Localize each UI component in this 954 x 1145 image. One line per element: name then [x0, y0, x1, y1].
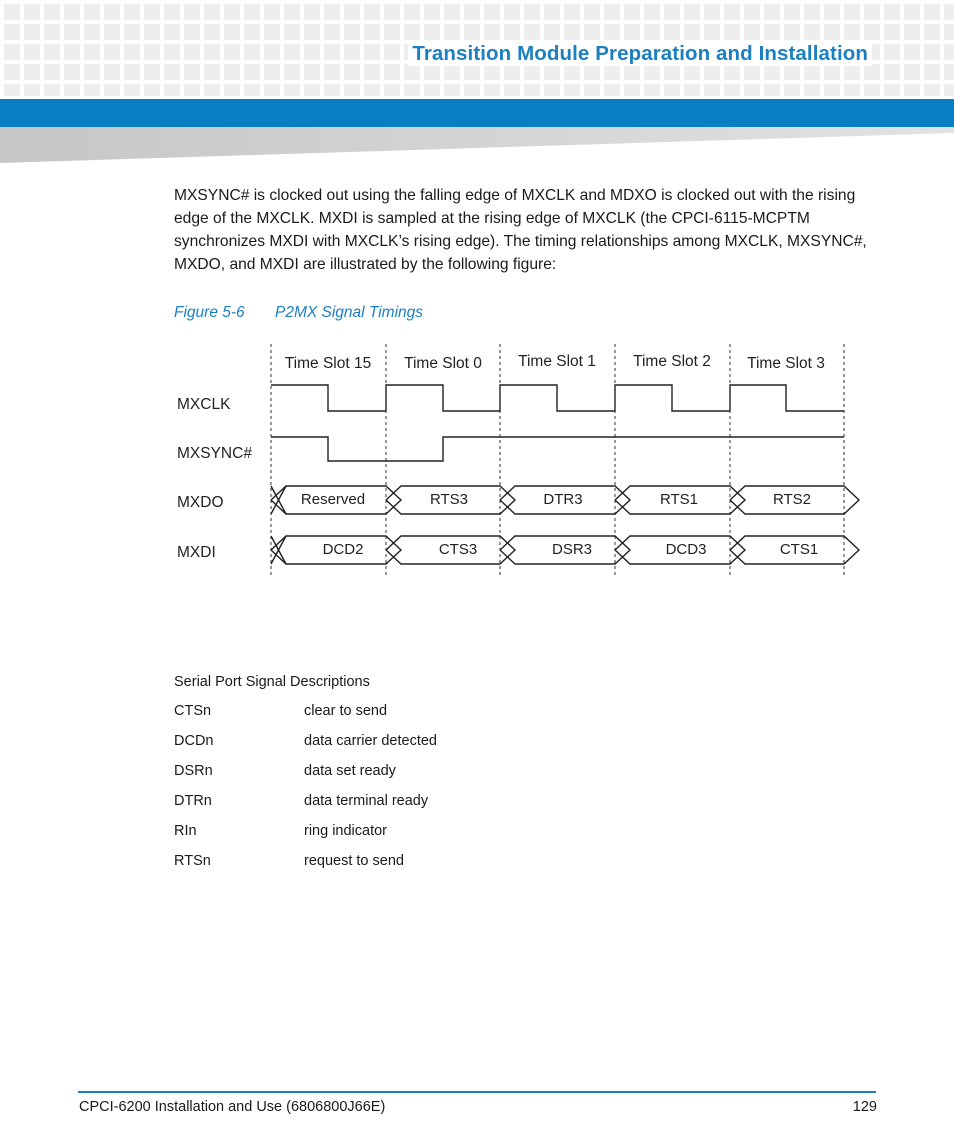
signal-label-mxdi: MXDI	[177, 544, 216, 561]
signal-abbr: RIn	[174, 823, 197, 839]
signal-abbr: DCDn	[174, 733, 214, 749]
mxdo-value: Reserved	[300, 491, 366, 508]
mxdi-value: CTS3	[438, 541, 478, 558]
page-number: 129	[852, 1099, 877, 1115]
mxdi-value: DSR3	[551, 541, 593, 558]
signal-abbr: RTSn	[174, 853, 211, 869]
signal-label-mxclk: MXCLK	[177, 396, 231, 413]
signal-abbr: DTRn	[174, 793, 212, 809]
mxdo-value: RTS2	[772, 491, 812, 508]
mxdo-value: RTS3	[429, 491, 469, 508]
header-gray-wedge	[0, 127, 954, 163]
signal-abbr: DSRn	[174, 763, 213, 779]
mxdi-value: DCD2	[322, 541, 364, 558]
signal-abbr: CTSn	[174, 703, 212, 719]
signal-desc: clear to send	[304, 703, 388, 719]
time-slot-label: Time Slot 15	[284, 355, 372, 372]
signal-label-mxsync: MXSYNC#	[177, 445, 252, 462]
mxdo-value: DTR3	[543, 491, 583, 508]
mxdi-value: DCD3	[665, 541, 707, 558]
timing-diagram	[170, 340, 870, 580]
signal-descriptions-heading: Serial Port Signal Descriptions	[174, 674, 370, 690]
figure-caption	[174, 304, 424, 322]
header-blue-band	[0, 99, 954, 127]
time-slot-label: Time Slot 3	[747, 355, 825, 372]
footer-doc-title: CPCI-6200 Installation and Use (6806800J66E)	[79, 1099, 386, 1115]
figure-label: Figure 5-6	[174, 304, 245, 321]
time-slot-label: Time Slot 2	[633, 353, 711, 370]
mxdo-value: RTS1	[659, 491, 699, 508]
time-slot-label: Time Slot 0	[404, 355, 482, 372]
signal-desc: ring indicator	[304, 823, 388, 839]
mxsync-waveform	[271, 437, 844, 461]
footer-rule	[78, 1091, 876, 1093]
time-slot-label: Time Slot 1	[518, 353, 596, 370]
page-header-title: Transition Module Preparation and Installation	[408, 42, 872, 66]
mxdi-value: CTS1	[779, 541, 819, 558]
mxclk-waveform	[271, 385, 844, 411]
figure-title: P2MX Signal Timings	[275, 304, 424, 321]
signal-desc: data carrier detected	[304, 733, 437, 749]
intro-paragraph: MXSYNC# is clocked out using the falling edge of MXCLK and MDXO is clocked out with the rising edge of the MXCLK. MXDI is sampled at the rising edge of MXCLK (the CPCI-6115-MCPTM synchronizes MXDI with MXCLK’s rising edge). The timing relationships among MXCLK, MXSYNC#, MXDO, and MXDI are illustrated by the following figure:	[174, 187, 867, 273]
signal-desc: data set ready	[304, 763, 396, 779]
signal-label-mxdo: MXDO	[177, 494, 224, 511]
signal-desc: request to send	[304, 853, 404, 869]
signal-desc: data terminal ready	[304, 793, 429, 809]
